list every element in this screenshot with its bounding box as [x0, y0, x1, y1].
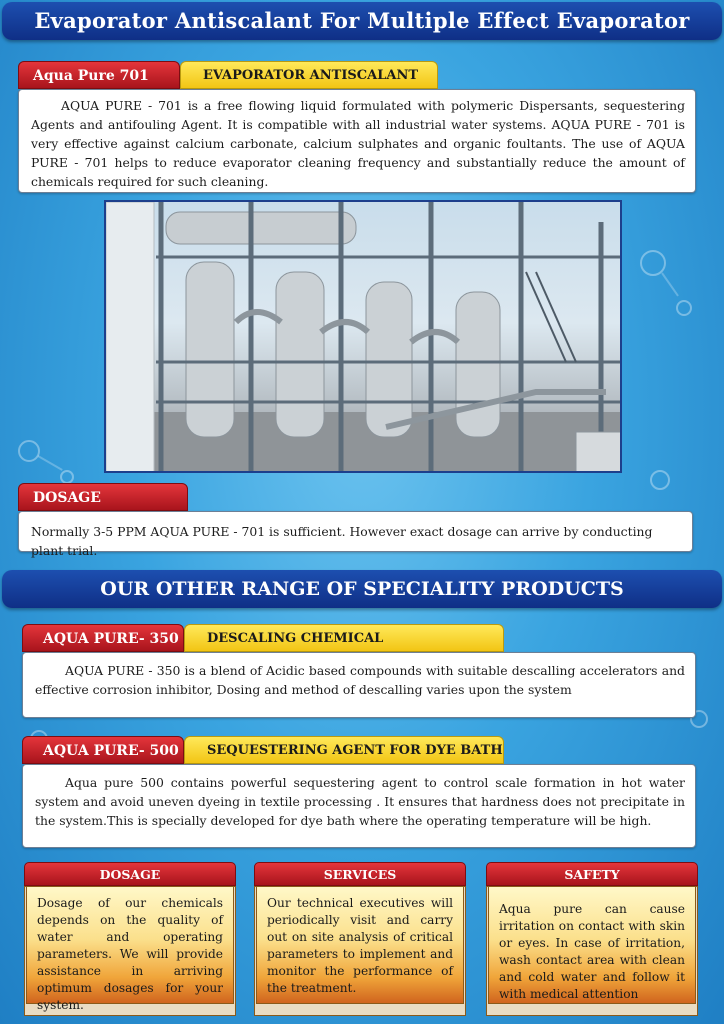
product-500-description: Aqua pure 500 contains powerful sequestering agent to control scale formation in hot water system and avoid uneven dyeing in textile processing . It ensures that hardness does not precipitate in the system.This is specially developed for dye bath where the operating temperature will be high. — [35, 775, 685, 828]
product-350-code-tag: AQUA PURE- 350 — [22, 624, 184, 652]
product-701-description-box — [18, 89, 696, 193]
product-350-description: AQUA PURE - 350 is a blend of Acidic based compounds with suitable descalling accelerators and effective corrosion inhibitor, Dosing and method of descalling varies upon the system — [35, 663, 685, 697]
product-500-description-box — [22, 764, 696, 848]
dosage-info-text: Dosage of our chemicals depends on the quality of water and operating parameters. We will provide assistance in arriving optimum dosages for your system. — [26, 886, 234, 1004]
safety-info-heading: SAFETY — [486, 862, 698, 886]
dosage-701-text: Normally 3-5 PPM AQUA PURE - 701 is sufficient. However exact dosage can arrive by conducting plant trial. — [31, 524, 653, 558]
services-info-heading: SERVICES — [254, 862, 466, 886]
services-info-text: Our technical executives will periodically visit and carry out on site analysis of critical parameters to implement and monitor the performance of the treatment. — [256, 886, 464, 1004]
product-701-category-tag: EVAPORATOR ANTISCALANT — [180, 61, 438, 89]
evaporator-plant-illustration — [106, 202, 622, 473]
product-350-category-tag: DESCALING CHEMICAL — [184, 624, 504, 652]
dosage-info-heading: DOSAGE — [24, 862, 236, 886]
evaporator-plant-photo — [104, 200, 622, 473]
other-range-title: OUR OTHER RANGE OF SPECIALITY PRODUCTS — [2, 570, 722, 608]
product-701-description: AQUA PURE - 701 is a free flowing liquid formulated with polymeric Dispersants, sequestering Agents and antifouling Agent. It is compatible with all industrial water systems. AQUA PURE - 701 is very effective against calcium carbonate, calcium sulphates and organic foultants. The use of AQUA PURE - 701 helps to reduce evaporator cleaning frequency and substantially reduce the amount of chemicals required for such cleaning. — [31, 98, 685, 189]
dosage-701-box — [18, 511, 693, 558]
page-title: Evaporator Antiscalant For Multiple Effect Evaporator — [2, 2, 722, 40]
product-701-code-tag: Aqua Pure 701 — [18, 61, 180, 89]
product-500-category-tag: SEQUESTERING AGENT FOR DYE BATH — [184, 736, 504, 764]
product-500-code-tag: AQUA PURE- 500 — [22, 736, 184, 764]
product-350-description-box — [22, 652, 696, 718]
safety-info-text: Aqua pure can cause irritation on contact with skin or eyes. In case of irritation, wash contact area with clean and cold water and follow it with medical attention — [488, 886, 696, 1004]
dosage-701-heading-tag: DOSAGE — [18, 483, 188, 511]
